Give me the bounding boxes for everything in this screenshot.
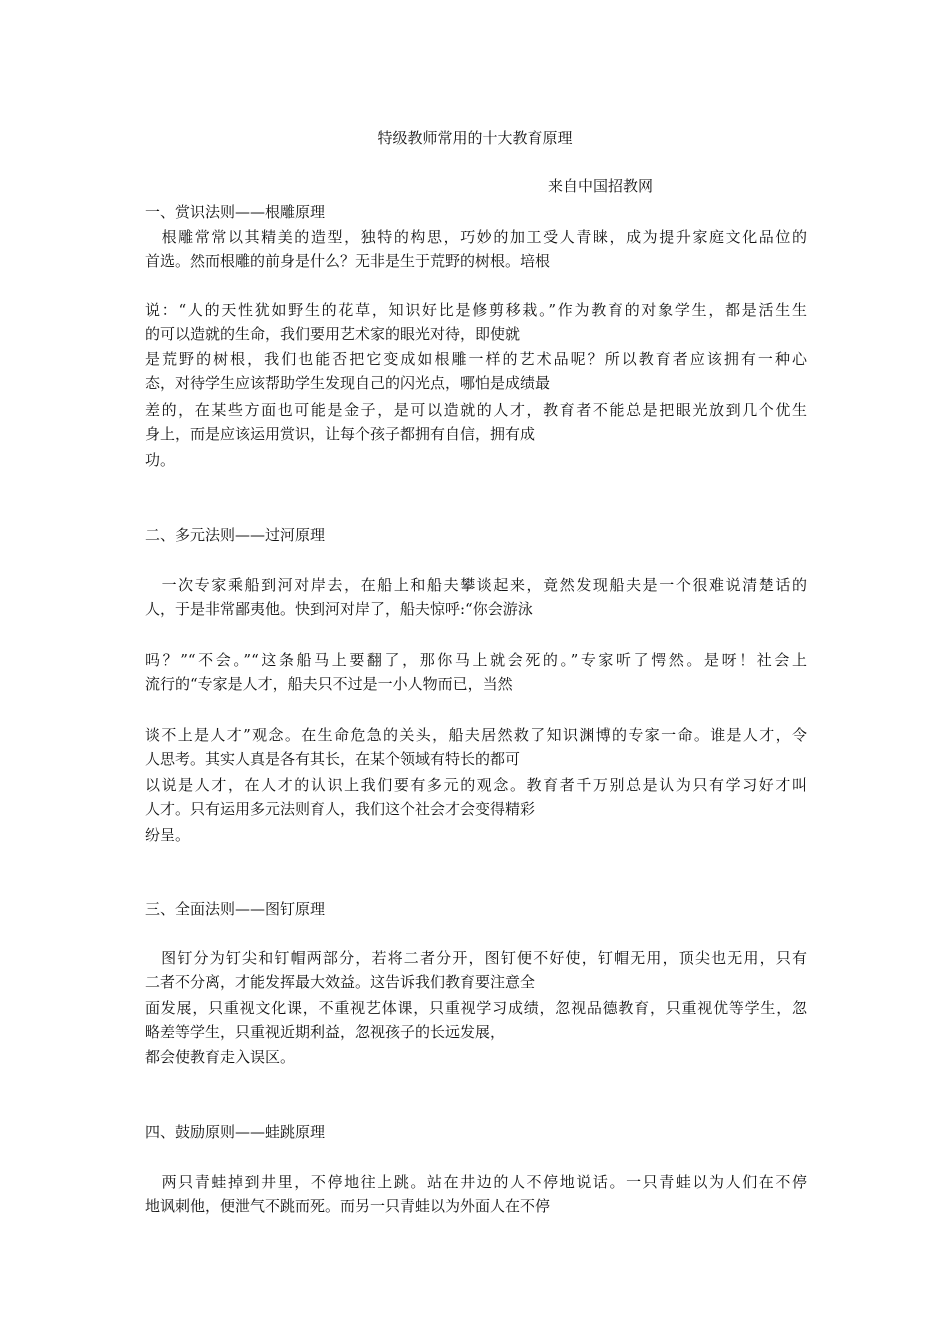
- section-1-line: 差的，在某些方面也可能是金子，是可以造就的人才，教育者不能总是把眼光放到几个优生: [145, 401, 807, 419]
- document-title: 特级教师常用的十大教育原理: [377, 129, 573, 147]
- section-3-line: 都会使教育走入误区。: [145, 1048, 296, 1066]
- section-4-heading: 四、鼓励原则——蛙跳原理: [145, 1123, 326, 1141]
- section-1-line: 根雕常常以其精美的造型，独特的构思，巧妙的加工受人青睐，成为提升家庭文化品位的: [145, 228, 807, 246]
- section-2-line: 人思考。其实人真是各有其长，在某个领域有特长的都可: [145, 750, 521, 768]
- section-1-line: 功。: [145, 451, 176, 469]
- section-1-line: 的可以造就的生命，我们要用艺术家的眼光对待，即使就: [145, 325, 521, 343]
- section-1-line: 说：“人的天性犹如野生的花草，知识好比是修剪移栽。”作为教育的对象学生，都是活生生: [145, 301, 807, 319]
- section-1-line: 态，对待学生应该帮助学生发现自己的闪光点，哪怕是成绩最: [145, 374, 551, 392]
- section-2-line: 人，于是非常鄙夷他。快到河对岸了，船夫惊呼:“你会游泳: [145, 600, 533, 618]
- section-2-line: 吗？”“不会。”“这条船马上要翻了，那你马上就会死的。”专家听了愕然。是呀！社会上: [145, 651, 807, 669]
- section-3-line: 略差等学生，只重视近期利益，忽视孩子的长远发展，: [145, 1023, 506, 1041]
- section-3-line: 二者不分离，才能发挥最大效益。这告诉我们教育要注意全: [145, 973, 536, 991]
- section-1-heading: 一、赏识法则——根雕原理: [145, 203, 326, 221]
- section-2-line: 纷呈。: [145, 826, 191, 844]
- section-2-heading: 二、多元法则——过河原理: [145, 526, 326, 544]
- section-2-line: 一次专家乘船到河对岸去，在船上和船夫攀谈起来，竟然发现船夫是一个很难说清楚话的: [145, 576, 807, 594]
- section-2-line: 流行的“专家是人才，船夫只不过是一小人物而已，当然: [145, 675, 513, 693]
- section-2-line: 以说是人才，在人才的认识上我们要有多元的观念。教育者千万别总是认为只有学习好才叫: [145, 776, 807, 794]
- section-2-line: 谈不上是人才”观念。在生命危急的关头，船夫居然救了知识渊博的专家一命。谁是人才，令: [145, 726, 807, 744]
- section-1-line: 身上，而是应该运用赏识，让每个孩子都拥有自信，拥有成: [145, 425, 536, 443]
- document-source: 来自中国招教网: [548, 177, 654, 195]
- section-2-line: 人才。只有运用多元法则育人，我们这个社会才会变得精彩: [145, 800, 536, 818]
- section-4-line: 两只青蛙掉到井里，不停地往上跳。站在井边的人不停地说话。一只青蛙以为人们在不停: [145, 1173, 807, 1191]
- section-4-line: 地讽刺他，便泄气不跳而死。而另一只青蛙以为外面人在不停: [145, 1197, 551, 1215]
- section-3-heading: 三、全面法则——图钉原理: [145, 900, 326, 918]
- section-1-line: 首选。然而根雕的前身是什么？无非是生于荒野的树根。培根: [145, 252, 551, 270]
- section-1-line: 是荒野的树根，我们也能否把它变成如根雕一样的艺术品呢？所以教育者应该拥有一种心: [145, 350, 807, 368]
- section-3-line: 图钉分为钉尖和钉帽两部分，若将二者分开，图钉便不好使，钉帽无用，顶尖也无用，只有: [145, 949, 807, 967]
- section-3-line: 面发展，只重视文化课，不重视艺体课，只重视学习成绩，忽视品德教育，只重视优等学生，忽: [145, 999, 807, 1017]
